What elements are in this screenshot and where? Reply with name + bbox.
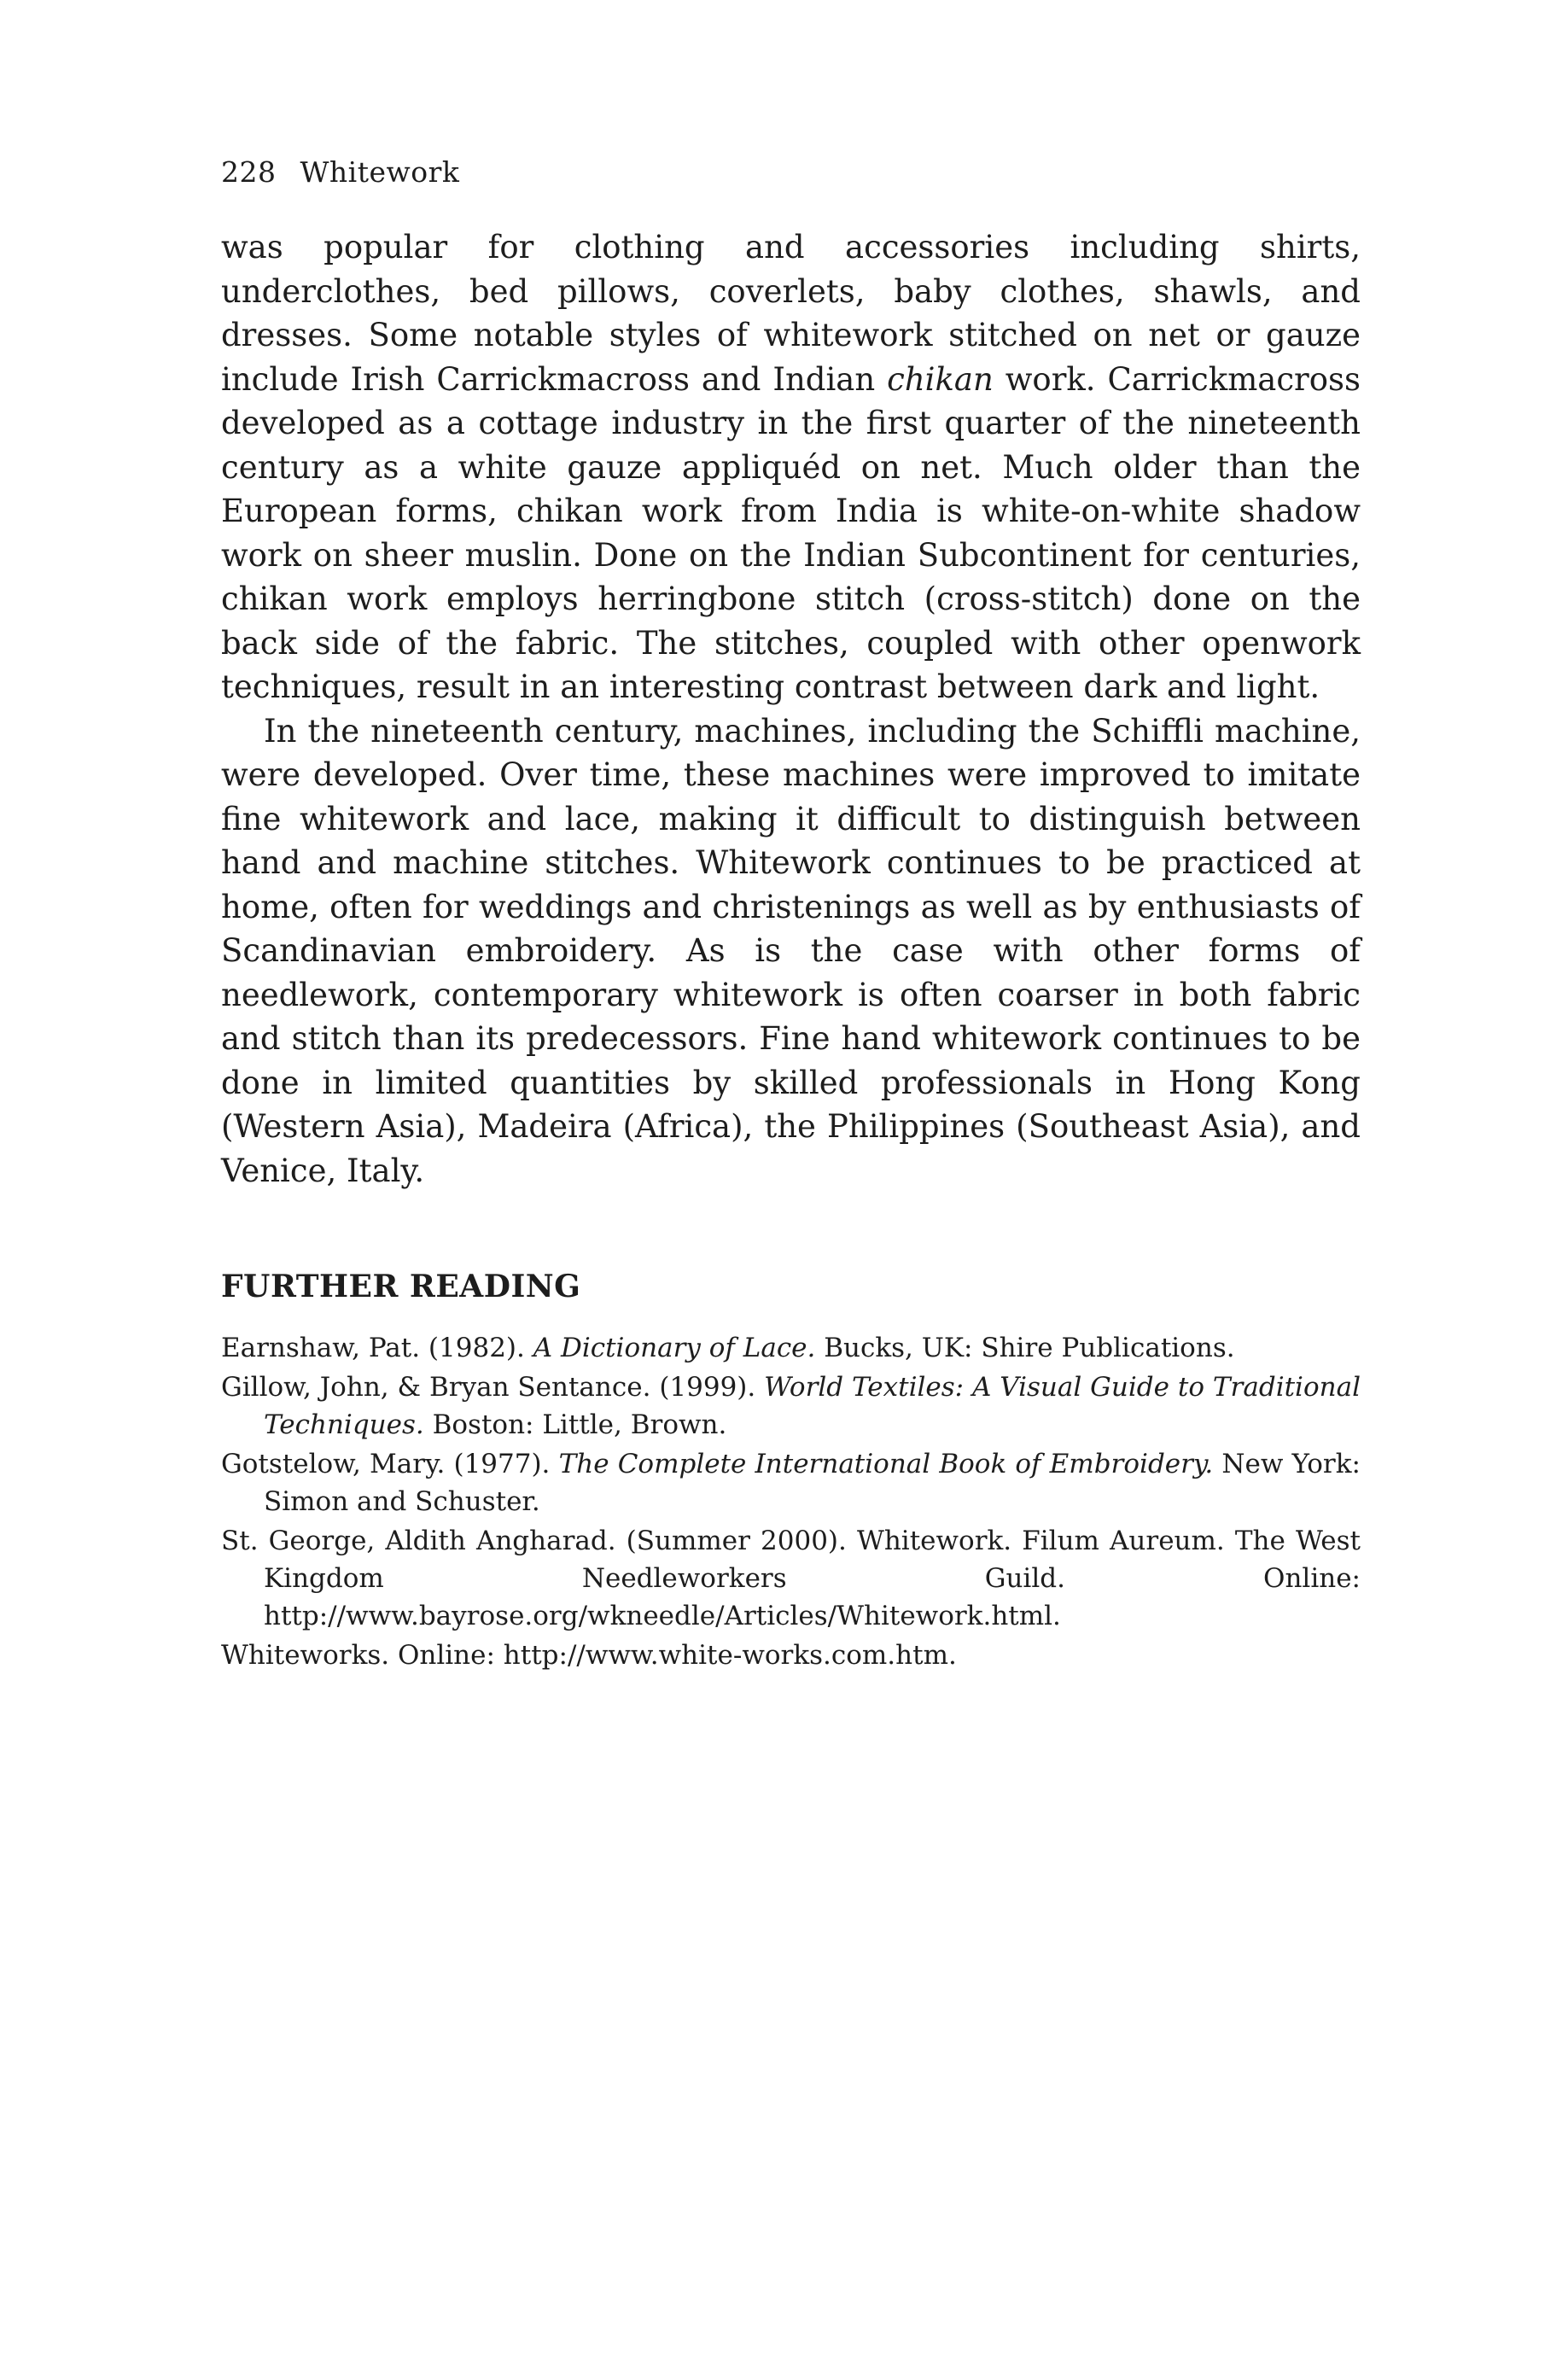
running-head bbox=[221, 154, 1361, 191]
reference-text: Gillow, John, & Bryan Sentance. (1999). bbox=[221, 1372, 765, 1403]
page-number: 228 bbox=[221, 155, 277, 189]
reference-text: Gotstelow, Mary. (1977). bbox=[221, 1449, 559, 1479]
running-title: Whitework bbox=[300, 155, 460, 189]
reference-text: Bucks, UK: Shire Publications. bbox=[815, 1333, 1235, 1363]
reference-text: Whiteworks. Online: http://www.white-works.com.htm. bbox=[221, 1640, 957, 1671]
paragraph-2: In the nineteenth century, machines, including the Schiffli machine, were developed. Over time, these machines were improved to imitate fine whitework and lace, making it difficult to distinguish between hand and machine stitches. Whitework continues to be practiced at home, often for weddings and christenings as well as by enthusiasts of Scandinavian embroidery. As is the case with other forms of needlework, contemporary whitework is often coarser in both fabric and stitch than its predecessors. Fine hand whitework continues to be done in limited quantities by skilled professionals in Hong Kong (Western Asia), Madeira (Africa), the Philippines (Southeast Asia), and Venice, Italy. bbox=[221, 712, 1361, 1189]
reference-item bbox=[221, 1445, 1361, 1520]
book-page bbox=[221, 154, 1361, 1676]
reference-text: St. George, Aldith Angharad. (Summer 2000). Whitework. Filum Aureum. The West Kingdom Needleworkers Guild. Online: http://www.bayrose.org/wkneedle/Articles/Whitework.html. bbox=[221, 1526, 1361, 1631]
reference-item bbox=[221, 1522, 1361, 1635]
reference-list bbox=[221, 1329, 1361, 1674]
paragraph-1-italic-term: chikan bbox=[887, 360, 994, 398]
reference-item bbox=[221, 1329, 1361, 1367]
reference-title: World Textiles: A Visual Guide to Traditional Techniques. bbox=[264, 1372, 1361, 1440]
body-text bbox=[221, 225, 1361, 1193]
reference-title: A Dictionary of Lace. bbox=[533, 1333, 816, 1363]
further-reading-heading: FURTHER READING bbox=[221, 1269, 581, 1304]
paragraph-1 bbox=[221, 225, 1361, 709]
reference-text: Earnshaw, Pat. (1982). bbox=[221, 1333, 533, 1363]
paragraph-1-part-2: work. Carrickmacross developed as a cottage industry in the first quarter of the nineteenth century as a white gauze appliquéd on net. Much older than the European forms, chikan work from India is white-on-white shadow work on sheer muslin. Done on the Indian Subcontinent for centuries, chikan work employs herringbone stitch (cross-stitch) done on the back side of the fabric. The stitches, coupled with other openwork techniques, result in an interesting contrast between dark and light. bbox=[221, 360, 1361, 705]
reference-text: Boston: Little, Brown. bbox=[423, 1409, 727, 1440]
reference-item bbox=[221, 1368, 1361, 1444]
reference-title: The Complete International Book of Embroidery. bbox=[558, 1449, 1214, 1479]
reference-text: New York: Simon and Schuster. bbox=[264, 1449, 1361, 1517]
reference-item bbox=[221, 1637, 1361, 1674]
paragraph-1-part-1: was popular for clothing and accessories including shirts, underclothes, bed pillows, coverlets, baby clothes, shawls, and dresses. Some notable styles of whitework stitched on net or gauze include Irish Carrickmacross and Indian bbox=[221, 229, 1361, 398]
